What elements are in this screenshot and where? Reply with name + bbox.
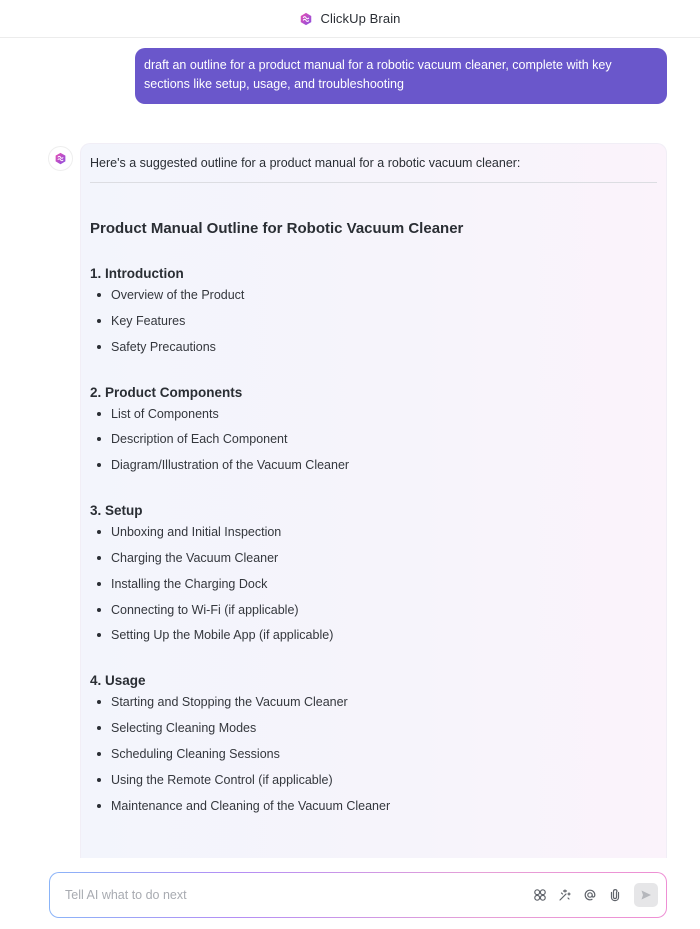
divider: [90, 182, 657, 183]
composer-tools: [532, 883, 658, 907]
user-message-text: draft an outline for a product manual for a robotic vacuum cleaner, complete with key sections like setup, usage, and troubleshooting: [144, 58, 612, 91]
outline-title: Product Manual Outline for Robotic Vacuum Cleaner: [90, 220, 464, 237]
clickup-brain-icon: [54, 152, 67, 165]
composer-inner: [50, 873, 666, 917]
clickup-brain-icon: [299, 12, 313, 26]
list-item: Installing the Charging Dock: [90, 576, 657, 592]
list-item: Maintenance and Cleaning of the Vacuum Cleaner: [90, 798, 657, 814]
section-list: [90, 694, 657, 813]
outline-section-usage: [90, 672, 657, 813]
outline-section-setup: [90, 502, 657, 643]
section-title: 2. Product Components: [90, 384, 243, 400]
chat-scroll-area[interactable]: [0, 38, 700, 858]
list-item: Connecting to Wi-Fi (if applicable): [90, 602, 657, 618]
section-list: [90, 524, 657, 643]
list-item: Charging the Vacuum Cleaner: [90, 550, 657, 566]
outline-section-introduction: [90, 265, 657, 355]
list-item: List of Components: [90, 406, 657, 422]
prompt-input[interactable]: [65, 888, 532, 902]
list-item: Overview of the Product: [90, 287, 657, 303]
list-item: Safety Precautions: [90, 339, 657, 355]
list-item: Using the Remote Control (if applicable): [90, 772, 657, 788]
list-item: Selecting Cleaning Modes: [90, 720, 657, 736]
ai-response-card: [80, 143, 667, 858]
list-item: Setting Up the Mobile App (if applicable): [90, 627, 657, 643]
section-list: [90, 406, 657, 474]
ai-prompt-composer: [49, 872, 667, 918]
magic-wand-icon[interactable]: [557, 887, 573, 903]
attachment-icon[interactable]: [607, 887, 623, 903]
list-item: Description of Each Component: [90, 431, 657, 447]
ai-response-intro: Here's a suggested outline for a product manual for a robotic vacuum cleaner:: [90, 156, 521, 170]
list-item: Diagram/Illustration of the Vacuum Cleaner: [90, 457, 657, 473]
integrations-icon[interactable]: [532, 887, 548, 903]
list-item: Key Features: [90, 313, 657, 329]
list-item: Scheduling Cleaning Sessions: [90, 746, 657, 762]
list-item: Unboxing and Initial Inspection: [90, 524, 657, 540]
list-item: Starting and Stopping the Vacuum Cleaner: [90, 694, 657, 710]
outline-section-product-components: [90, 384, 657, 474]
section-title: 1. Introduction: [90, 266, 184, 281]
app-title: ClickUp Brain: [320, 11, 401, 26]
send-icon: [640, 889, 652, 901]
section-title: 3. Setup: [90, 503, 143, 519]
section-list: [90, 287, 657, 355]
send-button[interactable]: [634, 883, 658, 907]
header: [0, 0, 700, 38]
ai-avatar: [48, 146, 73, 171]
section-title: 4. Usage: [90, 673, 146, 689]
mention-icon[interactable]: [582, 887, 598, 903]
user-message-bubble: [135, 48, 667, 104]
